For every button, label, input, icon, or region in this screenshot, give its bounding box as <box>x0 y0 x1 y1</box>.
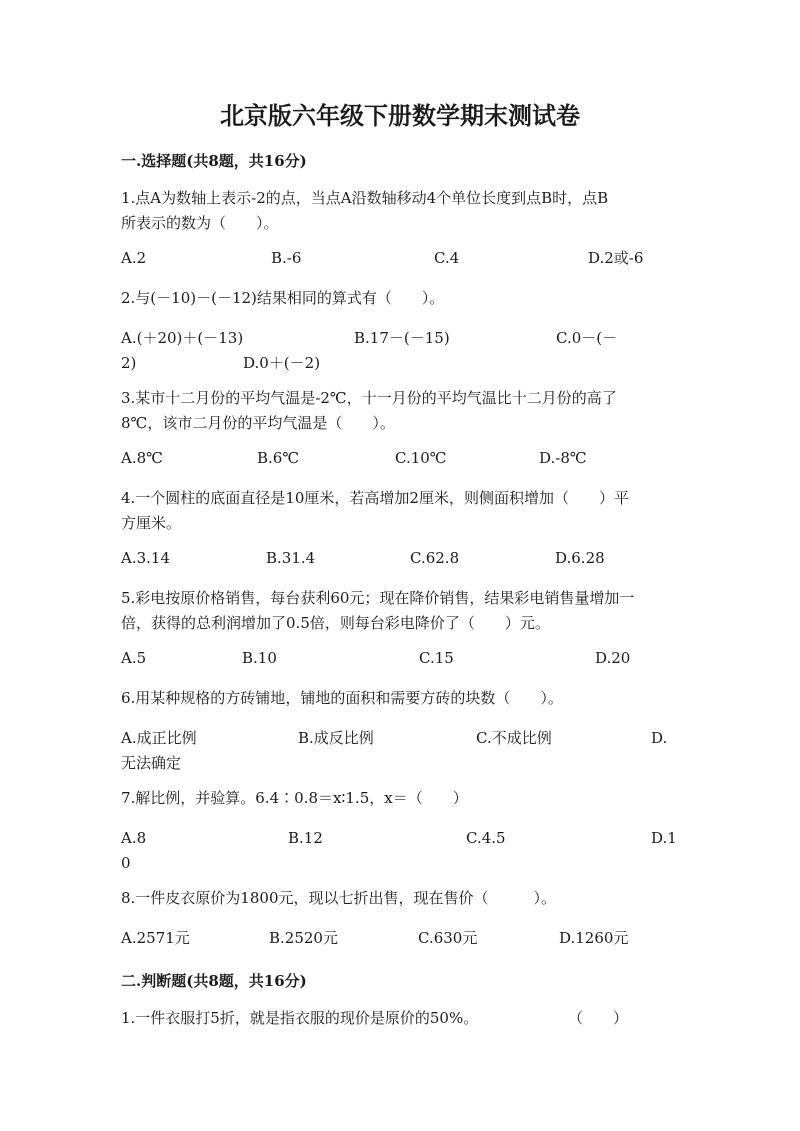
option-b[interactable]: B.12 <box>288 829 323 847</box>
question-4 <box>121 486 681 536</box>
answer-paren[interactable]: （ ） <box>568 1009 629 1027</box>
option-a[interactable]: A.2571元 <box>121 929 190 947</box>
options-row <box>121 926 681 976</box>
question-5 <box>121 586 681 636</box>
options-row <box>121 726 681 776</box>
option-a[interactable]: A.8℃ <box>121 449 163 467</box>
option-c[interactable]: C.10℃ <box>395 449 447 467</box>
options-row <box>121 326 681 376</box>
question-2 <box>121 286 681 311</box>
option-b[interactable]: B.31.4 <box>266 549 316 567</box>
option-b[interactable]: B.2520元 <box>269 929 338 947</box>
options-row <box>121 826 681 876</box>
question-text-line: 7.解比例，并验算。6.4∶0.8＝x∶1.5，x＝（ ） <box>121 789 468 807</box>
question-text-line: 方厘米。 <box>121 514 182 532</box>
question-text-line: 所表示的数为（ ）。 <box>121 214 279 232</box>
question-7 <box>121 786 681 811</box>
option-d[interactable]: D. <box>651 729 668 747</box>
option-c[interactable]: C.4.5 <box>466 829 506 847</box>
question-text-line: 8℃，该市二月份的平均气温是（ ）。 <box>121 414 395 432</box>
question-text-line: 5.彩电按原价格销售，每台获利60元；现在降价销售，结果彩电销售量增加一 <box>121 589 635 607</box>
option-b[interactable]: B.成反比例 <box>298 729 374 747</box>
option-a[interactable]: A.5 <box>121 649 147 667</box>
question-1 <box>121 186 681 236</box>
option-c[interactable]: C.62.8 <box>410 549 460 567</box>
option-b[interactable]: B.-6 <box>271 249 302 267</box>
option-c-continued: 2) <box>121 354 137 372</box>
question-6 <box>121 686 681 711</box>
option-b[interactable]: B.17－(－15) <box>354 329 450 347</box>
section-heading-judgement: 二.判断题(共8题，共16分) <box>121 972 307 990</box>
question-text-line: 2.与(－10)－(－12)结果相同的算式有（ ）。 <box>121 289 445 307</box>
question-8 <box>121 886 681 911</box>
question-text-line: 3.某市十二月份的平均气温是-2℃，十一月份的平均气温比十二月份的高了 <box>121 389 617 407</box>
section-heading-choice: 一.选择题(共8题，共16分) <box>121 152 307 170</box>
option-b[interactable]: B.6℃ <box>257 449 300 467</box>
option-d[interactable]: D.2或-6 <box>588 249 644 267</box>
option-d[interactable]: D.-8℃ <box>539 449 587 467</box>
judgement-1 <box>121 1006 681 1031</box>
option-d[interactable]: D.0＋(－2) <box>243 354 321 372</box>
question-text-line: 倍，获得的总利润增加了0.5倍，则每台彩电降价了（ ）元。 <box>121 614 550 632</box>
option-d-continued: 0 <box>121 854 131 872</box>
option-a[interactable]: A.8 <box>121 829 147 847</box>
option-c[interactable]: C.不成比例 <box>476 729 552 747</box>
option-c[interactable]: C.630元 <box>418 929 478 947</box>
question-text-line: 1.点A为数轴上表示-2的点，当点A沿数轴移动4个单位长度到点B时，点B <box>121 189 609 207</box>
option-a[interactable]: A.成正比例 <box>121 729 197 747</box>
option-a[interactable]: A.(＋20)＋(－13) <box>121 329 244 347</box>
option-a[interactable]: A.2 <box>121 249 147 267</box>
option-d[interactable]: D.20 <box>595 649 631 667</box>
option-d[interactable]: D.6.28 <box>555 549 605 567</box>
question-text-line: 1.一件衣服打5折，就是指衣服的现价是原价的50%。 <box>121 1009 479 1027</box>
question-text-line: 4.一个圆柱的底面直径是10厘米，若高增加2厘米，则侧面积增加（ ）平 <box>121 489 629 507</box>
option-c[interactable]: C.15 <box>419 649 454 667</box>
question-text-line: 6.用某种规格的方砖铺地，铺地的面积和需要方砖的块数（ ）。 <box>121 689 563 707</box>
option-c[interactable]: C.0－(－ <box>556 329 618 347</box>
option-c[interactable]: C.4 <box>434 249 460 267</box>
question-text-line: 8.一件皮衣原价为1800元，现以七折出售，现在售价（ ）。 <box>121 889 556 907</box>
option-d-continued: 无法确定 <box>121 754 182 772</box>
option-d[interactable]: D.1260元 <box>559 929 629 947</box>
option-a[interactable]: A.3.14 <box>121 549 170 567</box>
option-b[interactable]: B.10 <box>242 649 277 667</box>
question-3 <box>121 386 681 436</box>
option-d[interactable]: D.1 <box>651 829 677 847</box>
page-title: 北京版六年级下册数学期末测试卷 <box>220 101 580 130</box>
